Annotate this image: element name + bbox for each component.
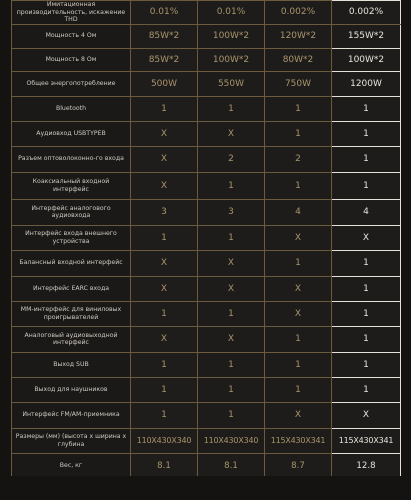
model-2-value: 100W*2 <box>198 24 265 48</box>
row-sub-output <box>12 352 401 377</box>
row-label: Выход SUB <box>12 352 131 377</box>
model-1-value: X <box>131 121 198 146</box>
model-1-value: 1 <box>131 301 198 326</box>
model-3-value: X <box>265 225 332 250</box>
model-1-value: 1 <box>131 352 198 377</box>
model-2-value: 2 <box>198 146 265 172</box>
model-2-value: 1 <box>198 377 265 402</box>
model-4-value: 155W*2 <box>332 24 401 48</box>
model-1-value: 1 <box>131 225 198 250</box>
row-label: Балансный входной интерфейс <box>12 250 131 276</box>
model-3-value: 1 <box>265 121 332 146</box>
model-2-value: X <box>198 276 265 301</box>
model-1-value: 1 <box>131 402 198 428</box>
row-power-8-ohm <box>12 48 401 71</box>
model-1-value: 500W <box>131 71 198 96</box>
model-3-value: 1 <box>265 96 332 121</box>
model-3-value: X <box>265 276 332 301</box>
row-label: Вес, кг <box>12 453 131 479</box>
row-usb-type-b-input <box>12 121 401 146</box>
model-3-value: X <box>265 402 332 428</box>
model-4-value: 12.8 <box>332 453 401 479</box>
model-4-value: X <box>332 402 401 428</box>
spec-comparison-table <box>11 0 401 480</box>
model-1-value: 8.1 <box>131 453 198 479</box>
row-external-device-input <box>12 225 401 250</box>
model-2-value: 1 <box>198 301 265 326</box>
row-label: Аналоговый аудиовыходной интерфейс <box>12 326 131 352</box>
bottom-band <box>0 476 411 500</box>
model-3-value: 1 <box>265 172 332 199</box>
row-label: Размеры (мм) (высота x ширина x глубина <box>12 428 131 453</box>
row-label: Интерфейс аналогового аудиовхода <box>12 199 131 225</box>
model-3-value: 1 <box>265 377 332 402</box>
model-3-value: 750W <box>265 71 332 96</box>
model-4-value: 0.002% <box>332 1 401 25</box>
model-2-value: 1 <box>198 96 265 121</box>
model-3-value: 1 <box>265 250 332 276</box>
model-3-value: X <box>265 301 332 326</box>
model-1-value: X <box>131 250 198 276</box>
row-mm-phono-input <box>12 301 401 326</box>
model-3-value: 8.7 <box>265 453 332 479</box>
model-1-value: 85W*2 <box>131 24 198 48</box>
model-4-value: 1200W <box>332 71 401 96</box>
row-balanced-input <box>12 250 401 276</box>
model-4-value: 1 <box>332 250 401 276</box>
row-label: Интерфейс EARC входа <box>12 276 131 301</box>
model-2-value: 0.01% <box>198 1 265 25</box>
model-2-value: 1 <box>198 352 265 377</box>
model-4-value: 1 <box>332 146 401 172</box>
row-analog-audio-output <box>12 326 401 352</box>
row-coaxial-input <box>12 172 401 199</box>
row-label: Имитационная производительность, искажение THD <box>12 1 131 25</box>
model-1-value: 85W*2 <box>131 48 198 71</box>
model-4-value: 4 <box>332 199 401 225</box>
model-1-value: X <box>131 172 198 199</box>
model-2-value: 8.1 <box>198 453 265 479</box>
model-1-value: X <box>131 276 198 301</box>
model-3-value: 120W*2 <box>265 24 332 48</box>
model-2-value: 110X430X340 <box>198 428 265 453</box>
row-label: Выход для наушников <box>12 377 131 402</box>
spec-table-frame <box>11 0 400 475</box>
model-2-value: 1 <box>198 172 265 199</box>
model-1-value: X <box>131 326 198 352</box>
row-dimensions <box>12 428 401 453</box>
model-4-value: 1 <box>332 301 401 326</box>
row-label: Общее энергопотребление <box>12 71 131 96</box>
row-power-consumption <box>12 71 401 96</box>
spec-table-body <box>12 1 401 480</box>
model-2-value: X <box>198 250 265 276</box>
model-2-value: 100W*2 <box>198 48 265 71</box>
row-label: Интерфейс FM/AM-приемника <box>12 402 131 428</box>
model-4-value: X <box>332 225 401 250</box>
model-1-value: 110X430X340 <box>131 428 198 453</box>
row-label: Bluetooth <box>12 96 131 121</box>
model-2-value: 550W <box>198 71 265 96</box>
row-fm-am-tuner <box>12 402 401 428</box>
row-optical-input <box>12 146 401 172</box>
model-4-value: 1 <box>332 326 401 352</box>
row-label: ММ-интерфейс для виниловых проигрывателей <box>12 301 131 326</box>
row-headphone-output <box>12 377 401 402</box>
row-label: Интерфейс входа внешнего устройства <box>12 225 131 250</box>
model-2-value: X <box>198 326 265 352</box>
model-4-value: 115X430X341 <box>332 428 401 453</box>
model-4-value: 100W*2 <box>332 48 401 71</box>
row-label: Мощность 4 Ом <box>12 24 131 48</box>
model-4-value: 1 <box>332 96 401 121</box>
model-4-value: 1 <box>332 172 401 199</box>
model-3-value: 4 <box>265 199 332 225</box>
model-3-value: 0.002% <box>265 1 332 25</box>
model-1-value: 1 <box>131 96 198 121</box>
model-1-value: 1 <box>131 377 198 402</box>
model-2-value: 1 <box>198 225 265 250</box>
model-3-value: 1 <box>265 326 332 352</box>
model-1-value: 0.01% <box>131 1 198 25</box>
model-2-value: X <box>198 121 265 146</box>
model-3-value: 1 <box>265 352 332 377</box>
row-thd <box>12 1 401 25</box>
model-4-value: 1 <box>332 276 401 301</box>
row-analog-audio-input <box>12 199 401 225</box>
model-2-value: 3 <box>198 199 265 225</box>
row-earc-input <box>12 276 401 301</box>
row-power-4-ohm <box>12 24 401 48</box>
row-label: Разъем оптоволоконно-го входа <box>12 146 131 172</box>
row-bluetooth <box>12 96 401 121</box>
model-3-value: 115X430X341 <box>265 428 332 453</box>
model-1-value: X <box>131 146 198 172</box>
row-label: Коаксиальный входной интерфейс <box>12 172 131 199</box>
model-4-value: 1 <box>332 377 401 402</box>
model-2-value: 1 <box>198 402 265 428</box>
model-4-value: 1 <box>332 352 401 377</box>
model-1-value: 3 <box>131 199 198 225</box>
model-3-value: 80W*2 <box>265 48 332 71</box>
row-label: Аудиовход USBTYPEB <box>12 121 131 146</box>
model-3-value: 2 <box>265 146 332 172</box>
row-label: Мощность 8 Ом <box>12 48 131 71</box>
model-4-value: 1 <box>332 121 401 146</box>
